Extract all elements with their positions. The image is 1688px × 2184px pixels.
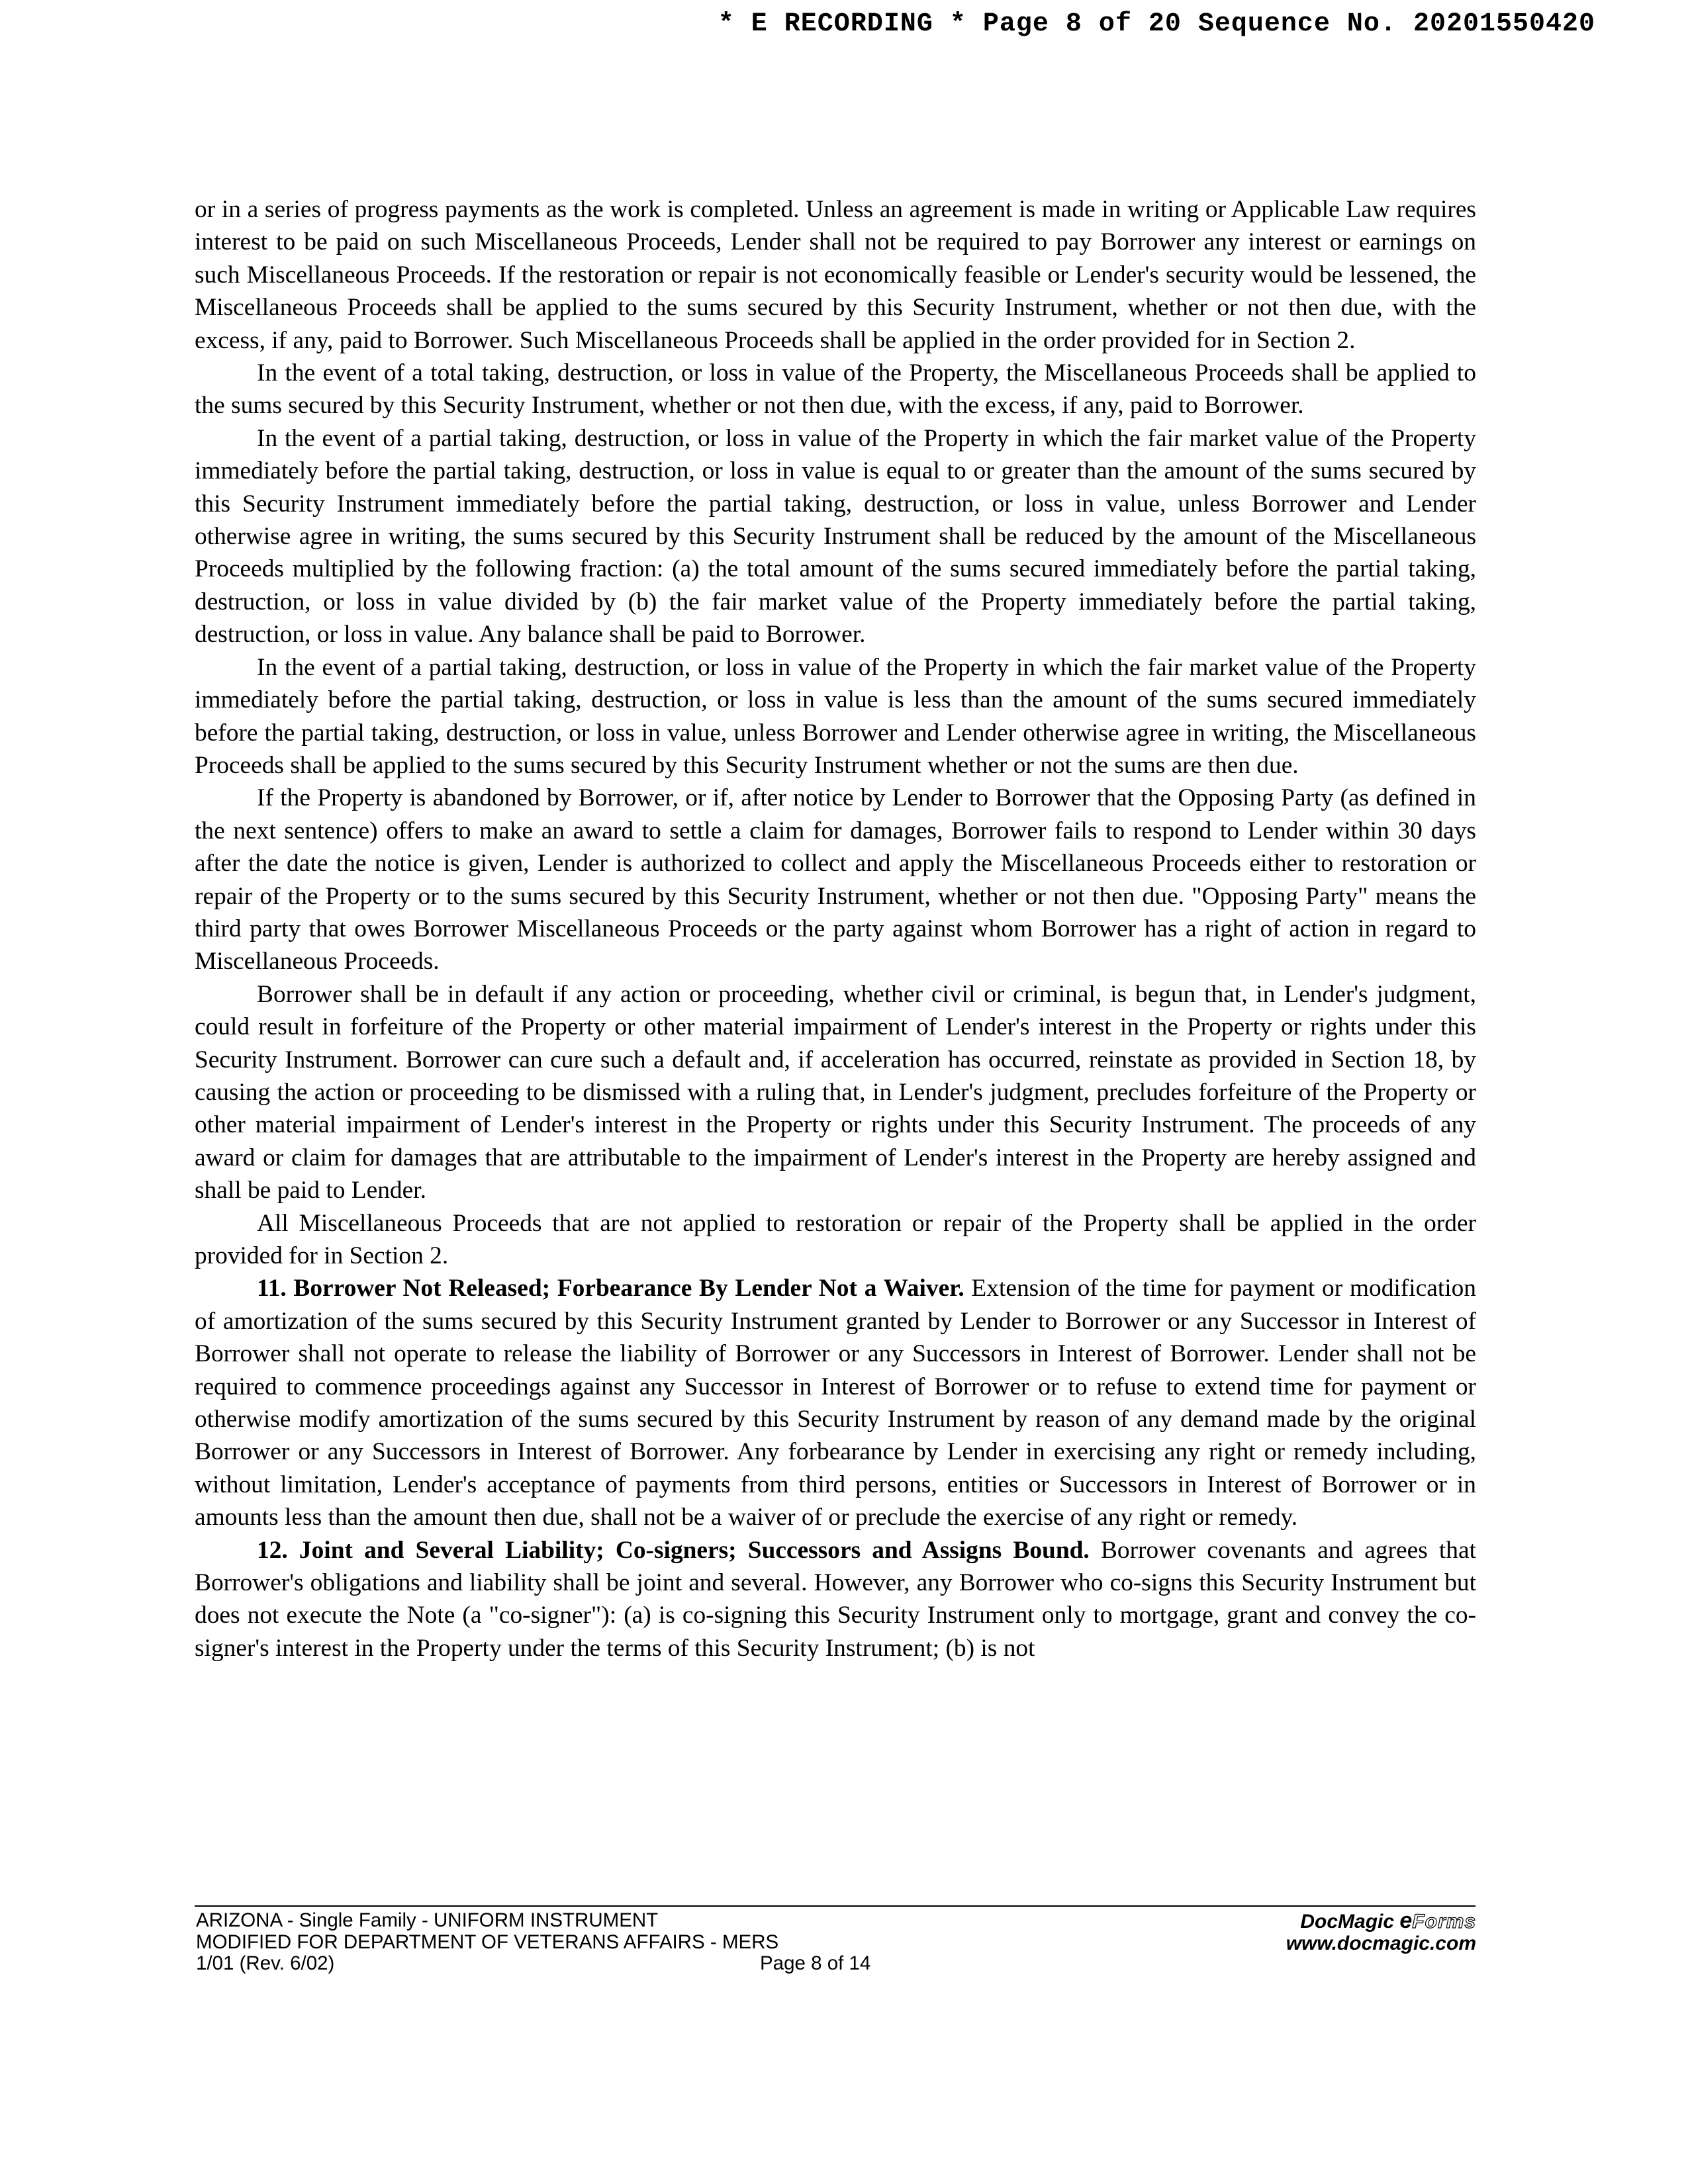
- paragraph-partial-taking-greater: In the event of a partial taking, destruction, or loss in value of the Property in which the fair market value of the Property immediately before the partial taking, destruction, or loss in value is equal to or greater than the amount of the sums secured by this Security Instrument immediately before the partial taking, destruction, or loss in value, unless Borrower and Lender otherwise agree in writing, the sums secured by this Security Instrument shall be reduced by the amount of the Miscellaneous Proceeds multiplied by the following fraction: (a) the total amount of the sums secured immediately before the partial taking, destruction, or loss in value divided by (b) the fair market value of the Property immediately before the partial taking, destruction, or loss in value. Any balance shall be paid to Borrower.: [195, 424, 1476, 649]
- recording-header: * E RECORDING * Page 8 of 20 Sequence No. 20201550420: [718, 9, 1595, 39]
- paragraph-default-proceeding: Borrower shall be in default if any action or proceeding, whether civil or criminal, is begun that, in Lender's judgment, could result in forfeiture of the Property or other material impairment of Lender's interest in the Property or rights under this Security Instrument. Borrower can cure such a default and, if acceleration has occurred, reinstate as provided in Section 18, by causing the action or proceeding to be dismissed with a ruling that, in Lender's judgment, precludes forfeiture of the Property or other material impairment of Lender's interest in the Property or rights under this Security Instrument. The proceeds of any award or claim for damages that are attributable to the impairment of Lender's interest in the Property are hereby assigned and shall be paid to Lender.: [195, 980, 1476, 1205]
- section-12-text: Borrower covenants and agrees that Borrower's obligations and liability shall be joint and several. However, any Borrower who co-signs this Security Instrument but does not execute the Note (a "co-signer"): (a) is co-signing this Security Instrument only to mortgage, grant and convey the co-signer's interest in the Property under the terms of this Security Instrument; (b) is not: [195, 1536, 1476, 1662]
- brand-website: www.docmagic.com: [1286, 1932, 1476, 1954]
- paragraph-remaining-proceeds: All Miscellaneous Proceeds that are not applied to restoration or repair of the Property shall be applied in the order provided for in Section 2.: [195, 1209, 1476, 1269]
- brand-forms: Forms: [1412, 1911, 1476, 1933]
- footer-form-subtitle: MODIFIED FOR DEPARTMENT OF VETERANS AFFAIRS - MERS: [196, 1931, 779, 1953]
- footer-page-number: Page 8 of 14: [760, 1952, 871, 1974]
- paragraph-total-taking: In the event of a total taking, destruction, or loss in value of the Property, the Miscellaneous Proceeds shall be applied to the sums secured by this Security Instrument, whether or not then due, with the excess, if any, paid to Borrower.: [195, 359, 1476, 420]
- section-11-heading: 11. Borrower Not Released; Forbearance By Lender Not a Waiver.: [257, 1275, 964, 1302]
- section-11: [195, 1272, 1476, 1533]
- brand-name: DocMagic: [1300, 1911, 1395, 1933]
- section-11-text: Extension of the time for payment or modification of amortization of the sums secured by this Security Instrument granted by Lender to Borrower or any Successor in Interest of Borrower shall not operate to release the liability of Borrower or any Successors in Interest of Borrower. Lender shall not be required to commence proceedings against any Successor in Interest of Borrower or to refuse to extend time for payment or otherwise modify amortization of the sums secured by this Security Instrument by reason of any demand made by the original Borrower or any Successors in Interest of Borrower. Any forbearance by Lender in exercising any right or remedy including, without limitation, Lender's acceptance of payments from third persons, entities or Successors in Interest of Borrower or in amounts less than the amount then due, shall not be a waiver of or preclude the exercise of any right or remedy.: [195, 1275, 1476, 1531]
- paragraph-continued: or in a series of progress payments as the work is completed. Unless an agreement is made in writing or Applicable Law requires interest to be paid on such Miscellaneous Proceeds, Lender shall not be required to pay Borrower any interest or earnings on such Miscellaneous Proceeds. If the restoration or repair is not economically feasible or Lender's security would be lessened, the Miscellaneous Proceeds shall be applied to the sums secured by this Security Instrument, whether or not then due, with the excess, if any, paid to Borrower. Such Miscellaneous Proceeds shall be applied in the order provided for in Section 2.: [195, 196, 1476, 354]
- footer-form-info: [196, 1910, 778, 1975]
- eforms-logo: [1399, 1908, 1476, 1933]
- section-12-heading: 12. Joint and Several Liability; Co-signers; Successors and Assigns Bound.: [257, 1536, 1090, 1564]
- footer-brand: [1286, 1910, 1476, 1954]
- docmagic-logo: [1286, 1910, 1476, 1933]
- footer-divider: [195, 1905, 1476, 1907]
- footer-form-title: ARIZONA - Single Family - UNIFORM INSTRUMENT: [196, 1909, 659, 1931]
- paragraph-abandoned-property: If the Property is abandoned by Borrower, or if, after notice by Lender to Borrower that the Opposing Party (as defined in the next sentence) offers to make an award to settle a claim for damages, Borrower fails to respond to Lender within 30 days after the date the notice is given, Lender is authorized to collect and apply the Miscellaneous Proceeds either to restoration or repair of the Property or to the sums secured by this Security Instrument, whether or not then due. "Opposing Party" means the third party that owes Borrower Miscellaneous Proceeds or the party against whom Borrower has a right of action in regard to Miscellaneous Proceeds.: [195, 784, 1476, 976]
- brand-e: e: [1399, 1908, 1413, 1933]
- paragraph-partial-taking-less: In the event of a partial taking, destruction, or loss in value of the Property in which the fair market value of the Property immediately before the partial taking, destruction, or loss in value is less than the amount of the sums secured immediately before the partial taking, destruction, or loss in value, unless Borrower and Lender otherwise agree in writing, the Miscellaneous Proceeds shall be applied to the sums secured by this Security Instrument whether or not the sums are then due.: [195, 653, 1476, 779]
- document-body: [195, 193, 1476, 1664]
- footer-form-revision: 1/01 (Rev. 6/02): [196, 1952, 335, 1974]
- section-12: [195, 1534, 1476, 1665]
